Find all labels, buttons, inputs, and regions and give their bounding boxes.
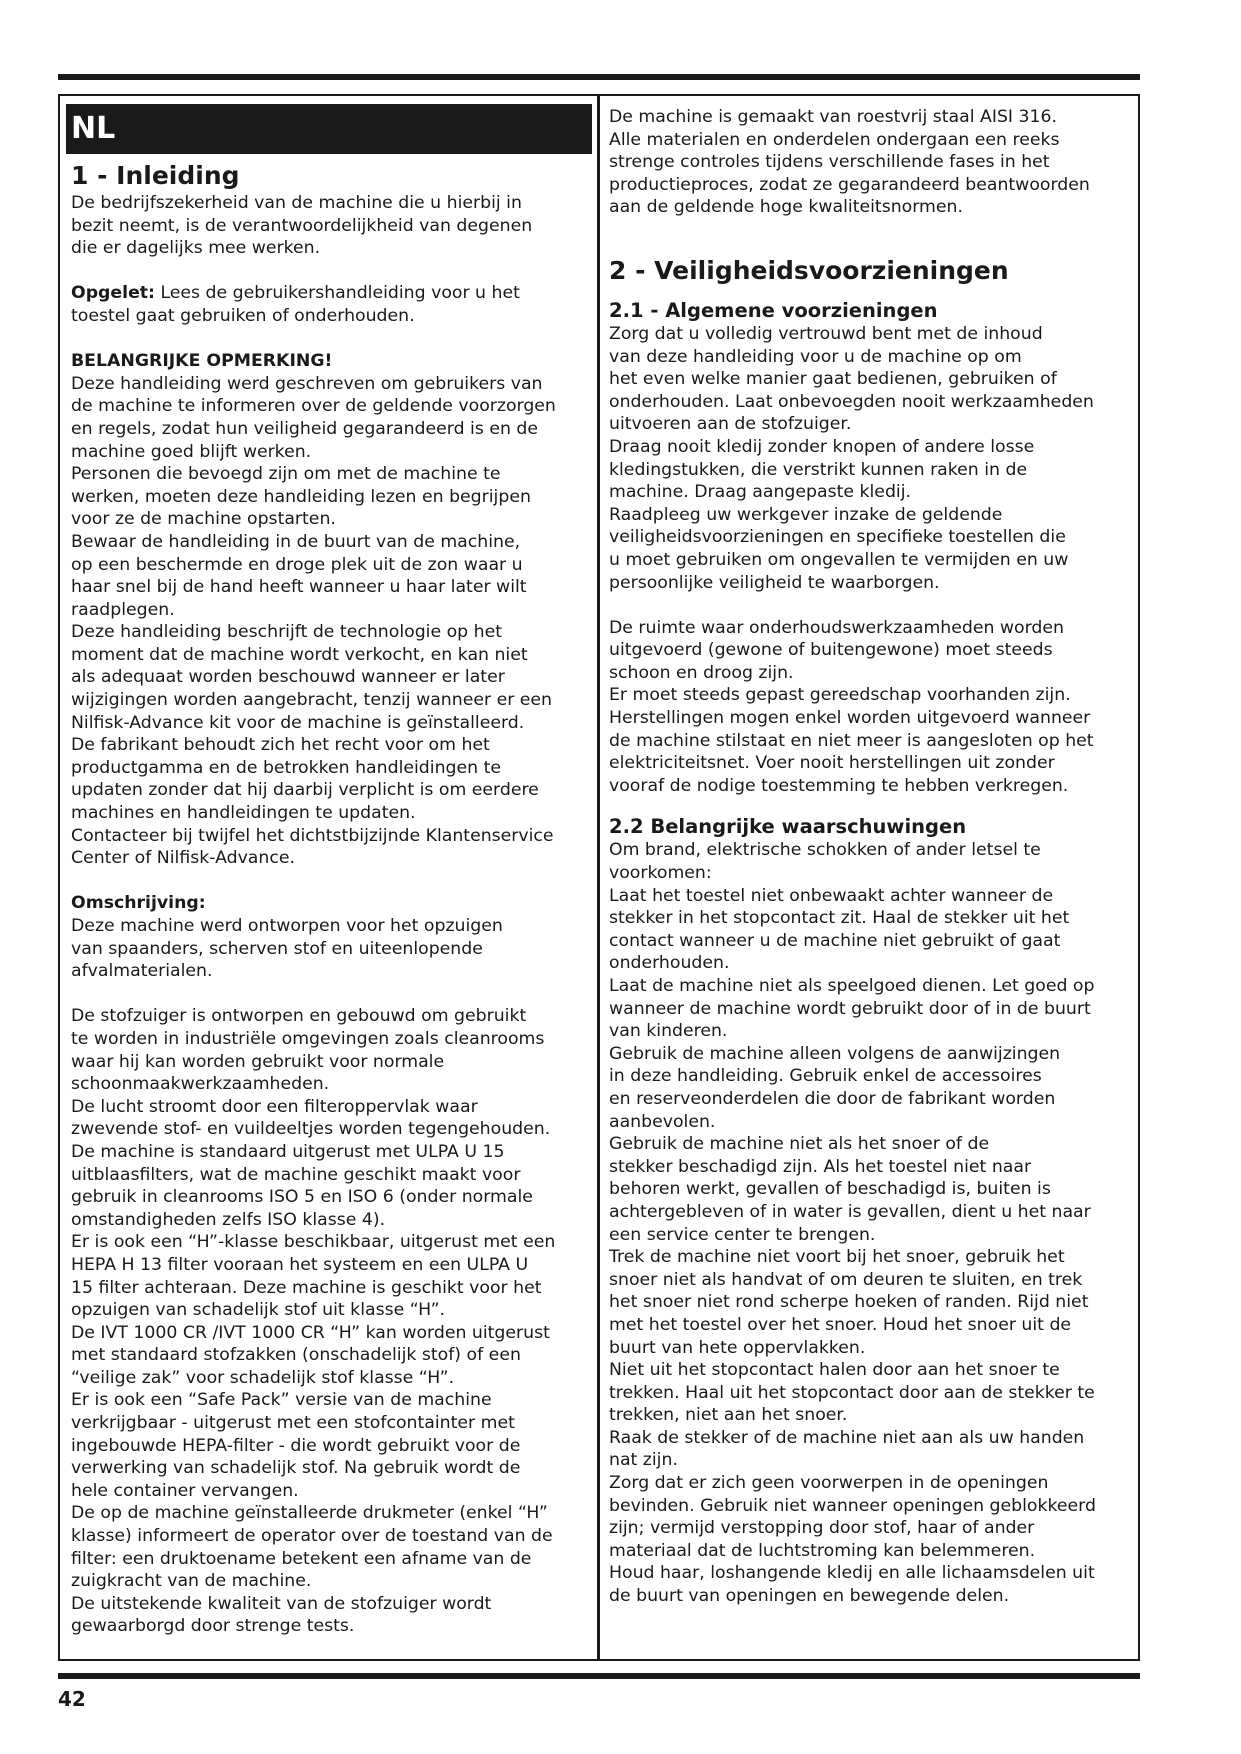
text-line: werken, moeten deze handleiding lezen en begrijpen: [71, 486, 531, 507]
text-line: van kinderen.: [609, 1021, 728, 1042]
text-line: persoonlijke veiligheid te waarborgen.: [609, 572, 940, 593]
intro-paragraph: [71, 192, 589, 260]
text-line: ingebouwde HEPA-filter - die wordt gebruikt voor de: [71, 1435, 521, 1456]
text-line: haar snel bij de hand heeft wanneer u haar later wilt: [71, 577, 527, 598]
text-line: van spaanders, scherven stof en uiteenlopende: [71, 938, 483, 959]
text-line: het even welke manier gaat bedienen, gebruiken of: [609, 369, 1057, 390]
text-line: hele container vervangen.: [71, 1480, 299, 1501]
text-line: gewaarborgd door strenge tests.: [71, 1616, 355, 1637]
text-line: De machine is gemaakt van roestvrij staal AISI 316.: [609, 107, 1057, 127]
text-line: in deze handleiding. Gebruik enkel de accessoires: [609, 1066, 1042, 1087]
text-line: schoon en droog zijn.: [609, 662, 794, 683]
text-line: Gebruik de machine niet als het snoer of de: [609, 1134, 990, 1155]
text-line: bezit neemt, is de verantwoordelijkheid van degenen: [71, 215, 533, 236]
text-line: de buurt van openingen en bewegende delen.: [609, 1586, 1010, 1607]
text-line: kledingstukken, die verstrikt kunnen raken in de: [609, 459, 1028, 480]
text-line: De ruimte waar onderhoudswerkzaamheden worden: [609, 617, 1064, 638]
text-line: omstandigheden zelfs ISO klasse 4).: [71, 1209, 386, 1230]
text-line: te worden in industriële omgevingen zoals cleanrooms: [71, 1028, 545, 1049]
text-line: De fabrikant behoudt zich het recht voor om het: [71, 735, 490, 756]
text-line: de machine te informeren over de geldende voorzorgen: [71, 396, 556, 417]
text-line: Bewaar de handleiding in de buurt van de machine,: [71, 531, 521, 552]
text-line: vooraf de nodige toestemming te hebben verkregen.: [609, 775, 1069, 796]
caution-text: Lees de gebruikershandleiding voor u het: [154, 283, 520, 304]
text-line: aanbevolen.: [609, 1111, 716, 1132]
caution-rest: [71, 305, 589, 328]
text-line: afvalmaterialen.: [71, 961, 213, 982]
text-line: behoren werkt, gevallen of beschadigd is, buiten is: [609, 1179, 1051, 1200]
text-line: klasse) informeert de operator over de toestand van de: [71, 1526, 553, 1547]
text-line: Houd haar, loshangende kledij en alle lichaamsdelen uit: [609, 1563, 1095, 1584]
text-line: De IVT 1000 CR /IVT 1000 CR “H” kan worden uitgerust: [71, 1322, 550, 1343]
text-line: bevinden. Gebruik niet wanneer openingen geblokkeerd: [609, 1495, 1096, 1516]
text-line: voor ze de machine opstarten.: [71, 509, 336, 530]
bottom-rule: [58, 1673, 1140, 1679]
text-line: Laat het toestel niet onbewaakt achter wanneer de: [609, 885, 1054, 906]
text-line: Raadpleeg uw werkgever inzake de geldende: [609, 504, 1003, 525]
text-line: achtergebleven of in water is gevallen, dient u het naar: [609, 1201, 1091, 1222]
text-line: uitgevoerd (gewone of buitengewone) moet steeds: [609, 640, 1053, 661]
text-line: Nilfisk-Advance kit voor de machine is geïnstalleerd.: [71, 712, 525, 733]
text-line: Herstellingen mogen enkel worden uitgevoerd wanneer: [609, 708, 1091, 729]
text-line: Contacteer bij twijfel het dichtstbijzijnde Klantenservice: [71, 825, 554, 846]
text-line: en regels, zodat hun veiligheid gegarandeerd is en de: [71, 418, 539, 439]
text-line: veiligheidsvoorzieningen en specifieke toestellen die: [609, 527, 1066, 548]
text-line: Alle materialen en onderdelen ondergaan een reeks: [609, 129, 1060, 150]
text-line: aan de geldende hoge kwaliteitsnormen.: [609, 197, 963, 218]
description-block: [71, 892, 589, 982]
text-line: contact wanneer u de machine niet gebruikt of gaat: [609, 930, 1061, 951]
text-line: van deze handleiding voor u de machine op om: [609, 346, 1022, 367]
text-line: Gebruik de machine alleen volgens de aanwijzingen: [609, 1043, 1061, 1064]
text-line: De lucht stroomt door een filteroppervlak waar: [71, 1096, 478, 1117]
text-line: moment dat de machine wordt verkocht, en kan niet: [71, 644, 528, 665]
text-line: Er moet steeds gepast gereedschap voorhanden zijn.: [609, 685, 1071, 706]
important-note: [71, 350, 589, 870]
subsection-2-2-title: 2.2 Belangrijke waarschuwingen: [609, 815, 967, 839]
text-line: Trek de machine niet voort bij het snoer, gebruik het: [609, 1247, 1065, 1268]
text-line: een service center te brengen.: [609, 1224, 876, 1245]
description-text: [71, 915, 589, 983]
text-line: Er is ook een “Safe Pack” versie van de machine: [71, 1390, 492, 1411]
text-line: Deze handleiding werd geschreven om gebruikers van: [71, 373, 543, 394]
top-rule: [58, 74, 1140, 80]
section-2-title: 2 - Veiligheidsvoorzieningen: [609, 255, 1009, 285]
text-line: machine. Draag aangepaste kledij.: [609, 482, 912, 503]
text-line: onderhouden. Laat onbevoegden nooit werkzaamheden: [609, 391, 1094, 412]
text-line: Center of Nilfisk-Advance.: [71, 848, 295, 869]
text-line: De stofzuiger is ontworpen en gebouwd om gebruikt: [71, 1006, 527, 1027]
text-line: toestel gaat gebruiken of onderhouden.: [71, 305, 415, 326]
text-line: De machine is standaard uitgerust met ULPA U 15: [71, 1141, 505, 1162]
language-tab: NL: [66, 104, 592, 154]
maintenance-paragraph: [609, 617, 1129, 798]
column-divider: [597, 94, 600, 1661]
text-line: De uitstekende kwaliteit van de stofzuiger wordt: [71, 1593, 492, 1614]
text-line: trekken, niet aan het snoer.: [609, 1405, 848, 1426]
text-line: De bedrijfszekerheid van de machine die u hierbij in: [71, 193, 522, 213]
text-line: Zorg dat u volledig vertrouwd bent met de inhoud: [609, 323, 1043, 344]
text-line: onderhouden.: [609, 953, 730, 974]
text-line: nat zijn.: [609, 1450, 678, 1471]
subsection-2-1-title: 2.1 - Algemene voorzieningen: [609, 298, 938, 322]
text-line: elektriciteitsnet. Voer nooit herstellingen uit zonder: [609, 753, 1055, 774]
text-line: verkrijgbaar - uitgerust met een stofcontainter met: [71, 1413, 515, 1434]
text-line: op een beschermde en droge plek uit de zon waar u: [71, 554, 523, 575]
right-column: [609, 106, 1129, 1608]
text-line: zwevende stof- en vuildeeltjes worden tegengehouden.: [71, 1119, 551, 1140]
text-line: wanneer de machine wordt gebruikt door of in de buurt: [609, 998, 1091, 1019]
page-number: 42: [58, 1687, 86, 1711]
left-column: [71, 102, 589, 1638]
text-line: 15 filter achteraan. Deze machine is geschikt voor het: [71, 1277, 542, 1298]
text-line: de machine stilstaat en niet meer is aangesloten op het: [609, 730, 1094, 751]
text-line: productieproces, zodat ze gegarandeerd beantwoorden: [609, 174, 1090, 195]
text-line: machines en handleidingen te updaten.: [71, 803, 416, 824]
text-line: met standaard stofzakken (onschadelijk stof) of een: [71, 1345, 521, 1366]
text-line: Draag nooit kledij zonder knopen of andere losse: [609, 436, 1035, 457]
text-line: Personen die bevoegd zijn om met de machine te: [71, 464, 501, 485]
text-line: materiaal dat de luchtstroming kan belemmeren.: [609, 1540, 1036, 1561]
text-line: opzuigen van schadelijk stof uit klasse “H”.: [71, 1300, 446, 1321]
text-line: verwerking van schadelijk stof. Na gebruik wordt de: [71, 1458, 521, 1479]
text-line: updaten zonder dat hij daarbij verplicht is om eerdere: [71, 780, 539, 801]
text-line: als adequaat worden beschouwd wanneer er later: [71, 667, 505, 688]
text-line: met het toestel over het snoer. Houd het snoer uit de: [609, 1314, 1072, 1335]
important-text: [71, 373, 589, 870]
text-line: HEPA H 13 filter vooraan het systeem en een ULPA U: [71, 1254, 529, 1275]
text-line: trekken. Haal uit het stopcontact door aan de stekker te: [609, 1382, 1095, 1403]
text-line: strenge controles tijdens verschillende fases in het: [609, 152, 1050, 173]
text-line: schoonmaakwerkzaamheden.: [71, 1074, 330, 1095]
text-line: filter: een druktoename betekent een afname van de: [71, 1548, 532, 1569]
text-line: Om brand, elektrische schokken of ander letsel te: [609, 840, 1041, 861]
text-line: Er is ook een “H”-klasse beschikbaar, uitgerust met een: [71, 1232, 556, 1253]
caution-paragraph: [71, 282, 589, 327]
text-line: buurt van hete oppervlakken.: [609, 1337, 866, 1358]
text-line: Laat de machine niet als speelgoed dienen. Let goed op: [609, 976, 1095, 996]
text-line: zuigkracht van de machine.: [71, 1571, 312, 1592]
text-line: productgamma en de betrokken handleidingen te: [71, 757, 501, 778]
text-line: “veilige zak” voor schadelijk stof klasse “H”.: [71, 1367, 455, 1388]
section-1-title: 1 - Inleiding: [71, 161, 240, 190]
text-line: u moet gebruiken om ongevallen te vermijden en uw: [609, 549, 1069, 570]
text-line: die er dagelijks mee werken.: [71, 238, 321, 259]
text-line: voorkomen:: [609, 863, 712, 884]
text-line: snoer niet als handvat of om deuren te sluiten, en trek: [609, 1269, 1083, 1290]
text-line: wijzigingen worden aangebracht, tenzij wanneer er een: [71, 690, 553, 711]
text-line: en reserveonderdelen die door de fabrikant worden: [609, 1088, 1056, 1109]
text-line: zijn; vermijd verstopping door stof, haar of ander: [609, 1518, 1035, 1539]
subsection-2-1-text: [609, 323, 1129, 594]
text-line: Zorg dat er zich geen voorwerpen in de openingen: [609, 1473, 1049, 1494]
subsection-2-2-text: [609, 839, 1129, 1607]
text-line: stekker beschadigd zijn. Als het toestel niet naar: [609, 1156, 1032, 1177]
text-line: uitblaasfilters, wat de machine geschikt maakt voor: [71, 1164, 521, 1185]
text-line: De op de machine geïnstalleerde drukmeter (enkel “H”: [71, 1503, 548, 1524]
caution-label: Opgelet:: [71, 283, 155, 304]
text-line: raadplegen.: [71, 599, 175, 620]
description-label: Omschrijving:: [71, 893, 206, 914]
text-line: het snoer niet rond scherpe hoeken of randen. Rijd niet: [609, 1292, 1089, 1313]
text-line: uitvoeren aan de stofzuiger.: [609, 414, 852, 435]
text-line: gebruik in cleanrooms ISO 5 en ISO 6 (onder normale: [71, 1187, 533, 1208]
description-details: [71, 1005, 589, 1638]
important-label: BELANGRIJKE OPMERKING!: [71, 351, 333, 372]
text-line: stekker in het stopcontact zit. Haal de stekker uit het: [609, 908, 1070, 929]
text-line: Deze machine werd ontworpen voor het opzuigen: [71, 916, 503, 936]
text-line: Deze handleiding beschrijft de technologie op het: [71, 622, 502, 643]
material-paragraph: [609, 106, 1129, 219]
text-line: machine goed blijft werken.: [71, 441, 312, 462]
text-line: waar hij kan worden gebruikt voor normale: [71, 1051, 445, 1072]
text-line: Niet uit het stopcontact halen door aan het snoer te: [609, 1360, 1060, 1381]
text-line: Raak de stekker of de machine niet aan als uw handen: [609, 1427, 1085, 1448]
